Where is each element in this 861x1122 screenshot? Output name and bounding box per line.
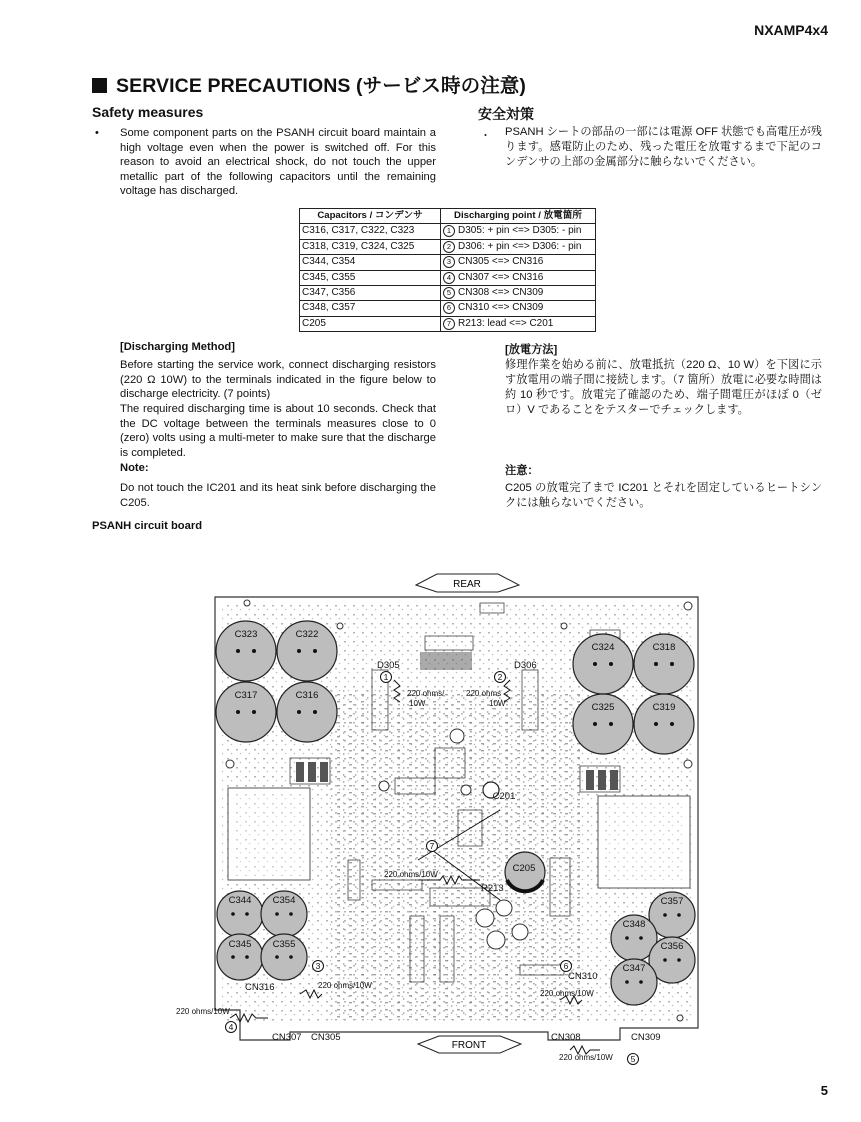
res-label-5: 220 ohms/10W bbox=[559, 1053, 613, 1062]
point-4: 4 bbox=[228, 1022, 234, 1032]
point-2: 2 bbox=[497, 672, 503, 682]
part-label-cn316: CN316 bbox=[245, 982, 275, 993]
table-cell-capacitors: C316, C317, C322, C323 bbox=[300, 224, 441, 239]
part-label-cn307: CN307 bbox=[272, 1032, 302, 1043]
res-label-4: 220 ohms/10W bbox=[176, 1007, 230, 1016]
part-label-d305: D305 bbox=[377, 660, 400, 671]
note-label-jp: 注意： bbox=[505, 465, 539, 477]
discharge-point: R213: lead <=> C201 bbox=[458, 317, 554, 329]
safety-text-jp: PSANH シートの部品の一部には電源 OFF 状態でも高電圧が残ります。感電防止のため、残った電圧を放電するまで下記のコンデンサの上部の金属部分に触らないでください。 bbox=[505, 126, 822, 168]
discharging-text-en-1: Before starting the service work, connect discharging resistors (220 Ω 10W) to the terminals indicated in the figure below to discharge electricity. (7 points) bbox=[120, 359, 436, 401]
cap-label-c324: C324 bbox=[591, 642, 615, 653]
cap-label-c355: C355 bbox=[272, 939, 296, 950]
part-label-d306: D306 bbox=[514, 660, 537, 671]
point-6: 6 bbox=[563, 961, 569, 971]
safety-heading-jp: 安全対策 bbox=[478, 106, 534, 122]
bullet-jp: ・ bbox=[480, 130, 491, 142]
cap-label-c356: C356 bbox=[660, 941, 684, 952]
point-number: 3 bbox=[443, 256, 455, 268]
cap-label-c322: C322 bbox=[295, 629, 319, 640]
bullet-en: • bbox=[95, 127, 99, 139]
point-3: 3 bbox=[315, 961, 321, 971]
cap-label-c201: C201 bbox=[492, 791, 516, 802]
discharge-point: CN308 <=> CN309 bbox=[458, 287, 544, 299]
res-label-7: 220 ohms/10W bbox=[384, 870, 438, 879]
point-7: 7 bbox=[429, 841, 435, 851]
part-label-cn310: CN310 bbox=[568, 971, 598, 982]
table-cell-capacitors: C345, C355 bbox=[300, 270, 441, 285]
cap-label-c317: C317 bbox=[234, 690, 258, 701]
note-text-jp: C205 の放電完了まで IC201 とそれを固定しているヒートシンクには触らないでください。 bbox=[505, 482, 822, 509]
safety-text-en: Some component parts on the PSANH circuit board maintain a high voltage even when the power is switched off. For this reason to avoid an electrical shock, do not touch the upper metallic part of the following capacitors until the remaining voltage has discharged. bbox=[120, 127, 436, 198]
part-label-cn305: CN305 bbox=[311, 1032, 341, 1043]
cap-label-c344: C344 bbox=[228, 895, 252, 906]
res-label-1b: 10W bbox=[409, 699, 426, 708]
res-label-6: 220 ohms/10W bbox=[540, 989, 594, 998]
cap-label-c323: C323 bbox=[234, 629, 258, 640]
part-label-r213: R213 bbox=[481, 883, 504, 894]
discharge-point: CN305 <=> CN316 bbox=[458, 256, 544, 268]
point-number: 5 bbox=[443, 287, 455, 299]
res-label-2b: 10W bbox=[489, 699, 506, 708]
table-cell-capacitors: C205 bbox=[300, 316, 441, 331]
discharge-point: CN307 <=> CN316 bbox=[458, 271, 544, 283]
point-number: 2 bbox=[443, 241, 455, 253]
page-title-text: SERVICE PRECAUTIONS (サービス時の注意) bbox=[116, 75, 527, 97]
point-number: 7 bbox=[443, 318, 455, 330]
table-header-capacitors: Capacitors / コンデンサ bbox=[300, 209, 441, 224]
cap-label-c357: C357 bbox=[660, 896, 684, 907]
page-number: 5 bbox=[820, 1083, 828, 1098]
rear-arrow bbox=[416, 574, 519, 592]
point-number: 1 bbox=[443, 225, 455, 237]
point-number: 4 bbox=[443, 272, 455, 284]
discharging-text-en-2: The required discharging time is about 10 seconds. Check that the DC voltage between the terminals measures close to 0 (zero) volts using a multi-meter to make sure that the discharge is completed. bbox=[120, 403, 436, 459]
res-label-1a: 220 ohms/ bbox=[407, 689, 445, 698]
point-5: 5 bbox=[630, 1054, 636, 1064]
front-arrow bbox=[418, 1036, 521, 1053]
safety-heading-en: Safety measures bbox=[92, 104, 204, 120]
part-label-cn308: CN308 bbox=[551, 1032, 581, 1043]
part-label-cn309: CN309 bbox=[631, 1032, 661, 1043]
point-number: 6 bbox=[443, 302, 455, 314]
discharge-point: CN310 <=> CN309 bbox=[458, 302, 544, 314]
cap-label-c354: C354 bbox=[272, 895, 296, 906]
rear-label: REAR bbox=[453, 579, 481, 590]
cap-label-c347: C347 bbox=[622, 963, 646, 974]
discharging-heading-en: [Discharging Method] bbox=[120, 341, 235, 353]
table-cell-capacitors: C348, C357 bbox=[300, 301, 441, 316]
model-name: NXAMP4x4 bbox=[754, 22, 828, 38]
table-header-discharging: Discharging point / 放電箇所 bbox=[441, 209, 596, 224]
note-text-en: Do not touch the IC201 and its heat sink before discharging the C205. bbox=[120, 482, 436, 509]
table-cell-capacitors: C344, C354 bbox=[300, 255, 441, 270]
discharging-heading-jp: [放電方法] bbox=[505, 344, 558, 356]
table-cell-capacitors: C318, C319, C324, C325 bbox=[300, 239, 441, 254]
cap-label-c205: C205 bbox=[512, 863, 536, 874]
discharge-point: D305: + pin <=> D305: - pin bbox=[458, 225, 582, 237]
discharge-point: D306: + pin <=> D306: - pin bbox=[458, 240, 582, 252]
res-label-3: 220 ohms/10W bbox=[318, 981, 372, 990]
cap-label-c318: C318 bbox=[652, 642, 676, 653]
point-1: 1 bbox=[383, 672, 389, 682]
cap-label-c325: C325 bbox=[591, 702, 615, 713]
note-label-en: Note: bbox=[120, 462, 149, 474]
cap-label-c345: C345 bbox=[228, 939, 252, 950]
cap-label-c348: C348 bbox=[622, 919, 646, 930]
cap-label-c319: C319 bbox=[652, 702, 676, 713]
front-label: FRONT bbox=[451, 1040, 487, 1051]
table-cell-capacitors: C347, C356 bbox=[300, 286, 441, 301]
res-label-2a: 220 ohms bbox=[466, 689, 502, 698]
cap-label-c316: C316 bbox=[295, 690, 319, 701]
discharging-text-jp: 修理作業を始める前に、放電抵抗（220 Ω、10 W）を下図に示す放電用の端子間に接続します。（7 箇所）放電に必要な時間は約 10 秒です。放電完了確認のため、端子間電圧がほぼ 0（ゼロ）V であることをテスターでチェックします。 bbox=[505, 359, 822, 416]
board-caption: PSANH circuit board bbox=[92, 520, 203, 532]
